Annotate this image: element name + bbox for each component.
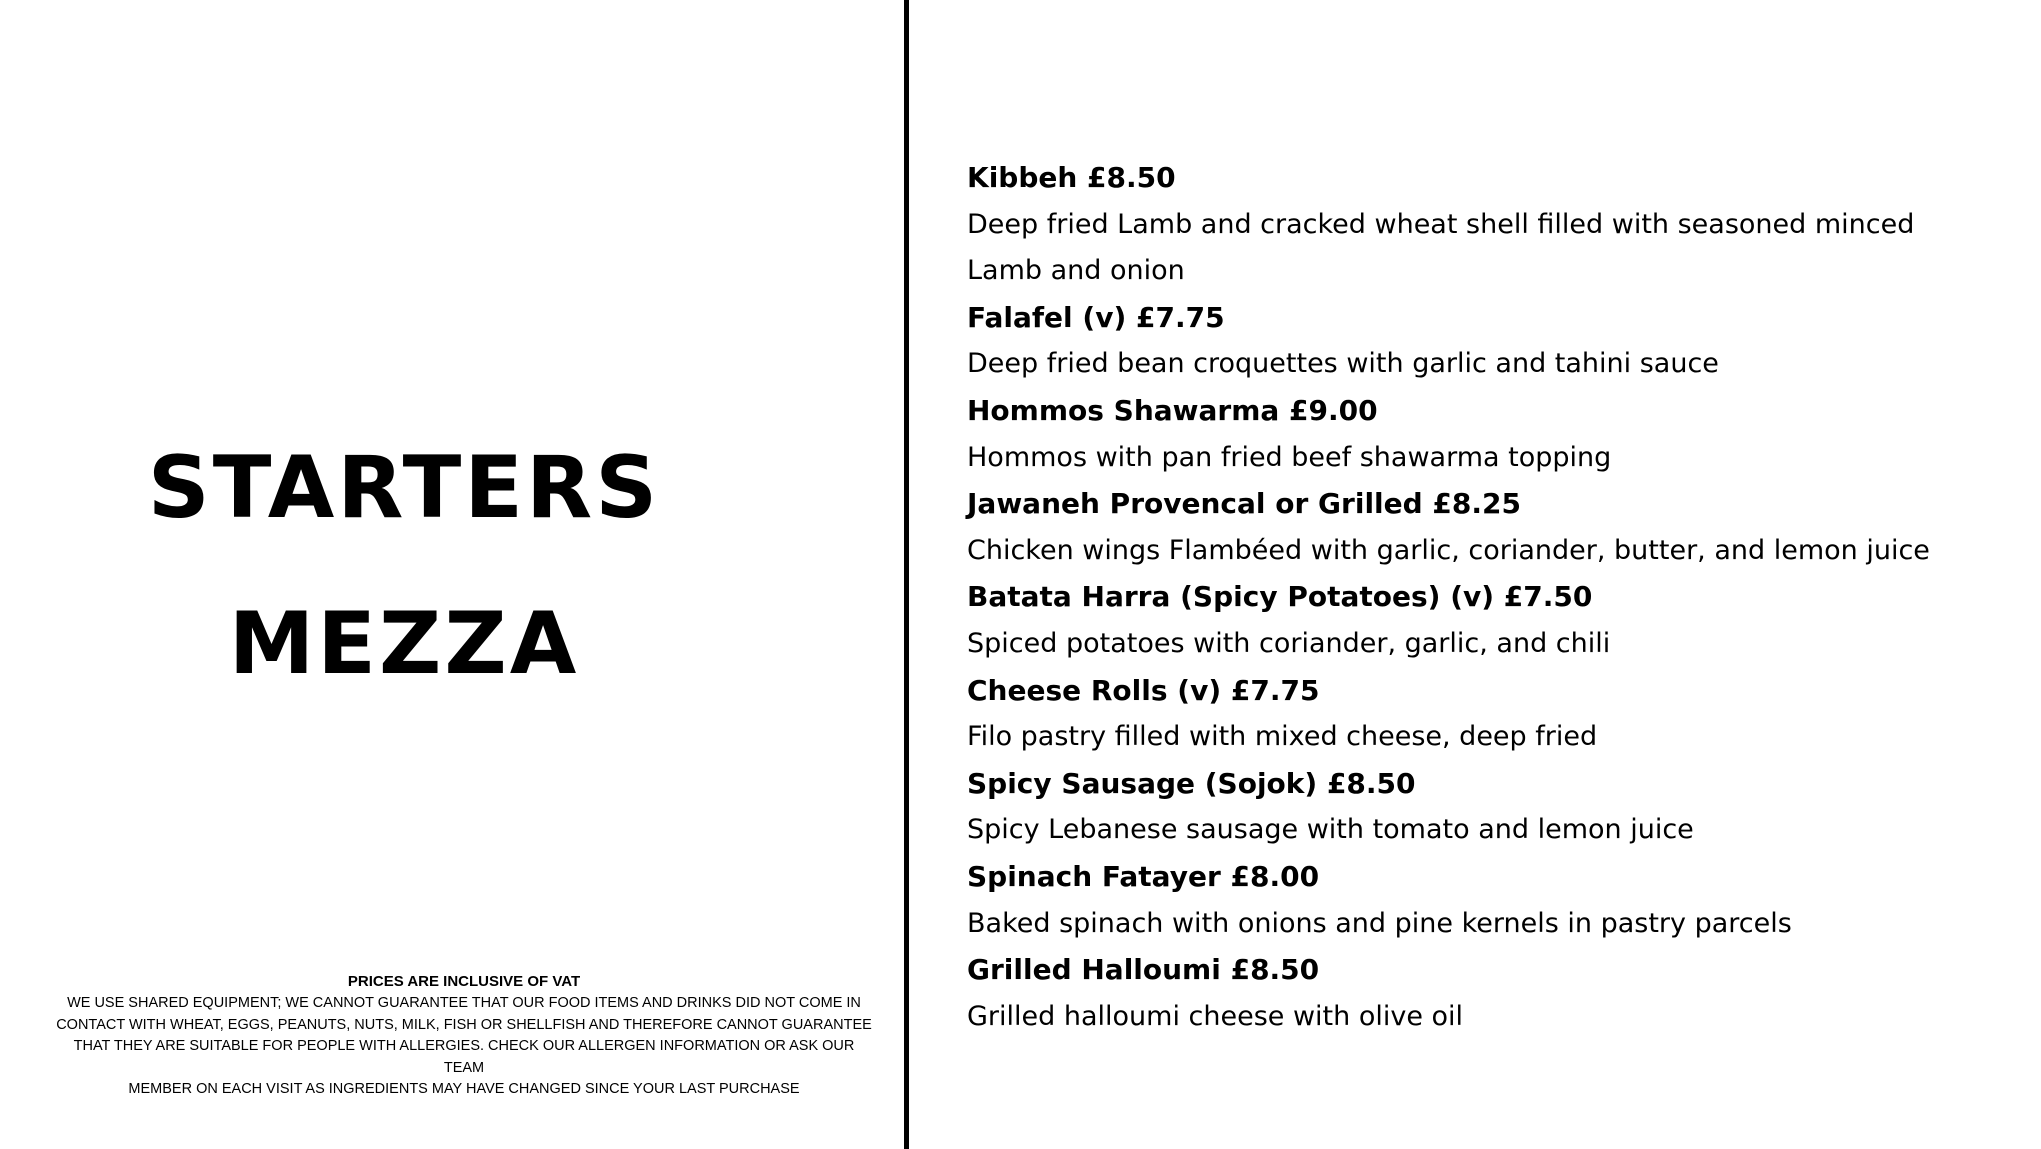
menu-item-name: Hommos Shawarma £9.00 (967, 393, 1378, 427)
menu-item-spicy-sausage (967, 761, 2007, 854)
menu-item-falafel (967, 295, 2007, 388)
menu-item-spinach-fatayer (967, 854, 2007, 947)
menu-item-description: Spicy Lebanese sausage with tomato and lemon juice (967, 814, 1694, 846)
menu-item-description: Spiced potatoes with coriander, garlic, and chili (967, 627, 1611, 659)
allergen-notice-line: THAT THEY ARE SUITABLE FOR PEOPLE WITH ALLERGIES. CHECK OUR ALLERGEN INFORMATION OR ASK OUR TEAM (73, 1038, 855, 1076)
menu-item-hommos-shawarma (967, 388, 2007, 481)
menu-item-name: Spicy Sausage (Sojok) £8.50 (967, 766, 1416, 800)
menu-item-kibbeh (967, 155, 2007, 295)
menu-item-description: Deep fried Lamb and cracked wheat shell filled with seasoned minced Lamb and onion (967, 208, 1915, 287)
menu-item-description: Baked spinach with onions and pine kernels in pastry parcels (967, 907, 1792, 939)
menu-item-batata-harra (967, 574, 2007, 667)
page-title-starters: STARTERS (147, 438, 661, 538)
vat-notice-heading: PRICES ARE INCLUSIVE OF VAT (347, 973, 581, 990)
allergen-notice-line: WE USE SHARED EQUIPMENT; WE CANNOT GUARANTEE THAT OUR FOOD ITEMS AND DRINKS DID NOT COME IN (67, 995, 861, 1011)
menu-item-cheese-rolls (967, 668, 2007, 761)
menu-item-name: Batata Harra (Spicy Potatoes) (v) £7.50 (967, 580, 1593, 614)
menu-item-name: Kibbeh £8.50 (967, 161, 1176, 194)
menu-item-name: Falafel (v) £7.75 (967, 300, 1225, 334)
menu-item-name: Jawaneh Provencal or Grilled £8.25 (967, 487, 1521, 521)
allergen-notice-body (56, 993, 872, 1101)
menu-item-description: Hommos with pan fried beef shawarma topping (967, 441, 1612, 473)
menu-item-name: Spinach Fatayer £8.00 (967, 859, 1320, 893)
menu-item-description: Filo pastry filled with mixed cheese, deep fried (967, 721, 1598, 753)
allergen-notice (56, 971, 872, 1101)
allergen-notice-line: CONTACT WITH WHEAT, EGGS, PEANUTS, NUTS, MILK, FISH OR SHELLFISH AND THEREFORE CANNOT GUARANTEE (56, 1016, 872, 1033)
menu-item-name: Grilled Halloumi £8.50 (967, 953, 1320, 987)
menu-item-name: Cheese Rolls (v) £7.75 (967, 673, 1320, 707)
allergen-notice-line: MEMBER ON EACH VISIT AS INGREDIENTS MAY HAVE CHANGED SINCE YOUR LAST PURCHASE (128, 1081, 800, 1097)
menu-list (967, 155, 2007, 1040)
menu-item-grilled-halloumi (967, 947, 2007, 1040)
menu-item-jawaneh (967, 481, 2007, 574)
menu-item-description: Grilled halloumi cheese with olive oil (967, 1000, 1464, 1032)
page-title-mezza: MEZZA (228, 594, 580, 694)
menu-item-description: Deep fried bean croquettes with garlic and tahini sauce (967, 348, 1719, 380)
left-panel (0, 0, 904, 1149)
vertical-divider (904, 0, 909, 1149)
menu-item-description: Chicken wings Flambéed with garlic, coriander, butter, and lemon juice (967, 534, 1930, 566)
